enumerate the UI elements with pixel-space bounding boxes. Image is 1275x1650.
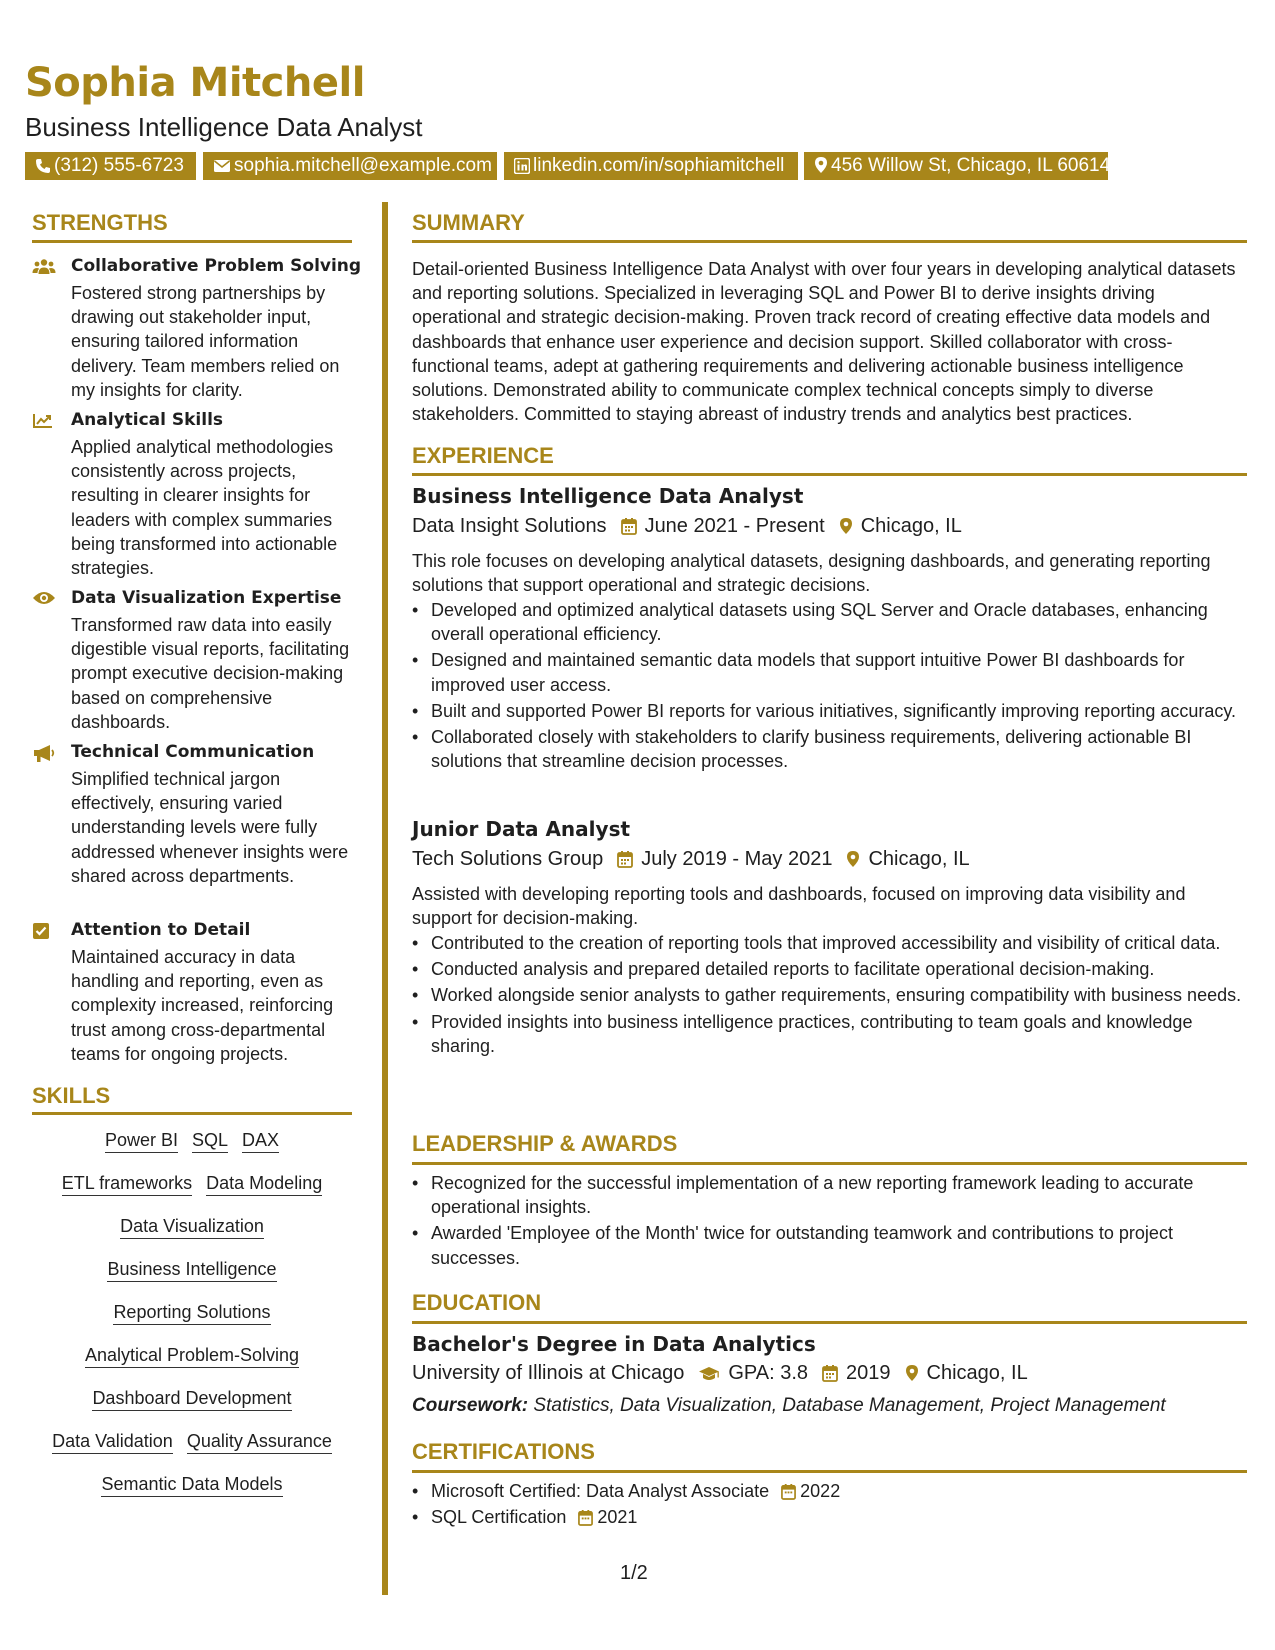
calendar-icon [822,1364,838,1382]
skills-rule [32,1112,352,1115]
map-pin-icon [846,850,860,868]
education-location: Chicago, IL [926,1362,1028,1384]
strength-title: Data Visualization Expertise [71,588,342,608]
experience-heading: EXPERIENCE [412,443,554,468]
job-description: This role focuses on developing analytical datasets, designing dashboards, and generating reporting solutions that support operational and strategic decisions. [412,551,1211,596]
summary-heading: SUMMARY [412,210,525,235]
checkbox-icon [32,922,56,942]
job-bullets [412,598,1247,775]
experience-rule [412,473,1247,476]
graduation-year: 2019 [846,1362,891,1384]
list-item: • Developed and optimized analytical datasets using SQL Server and Oracle databases, enhancing overall operational efficiency. [412,598,1247,646]
education-heading: EDUCATION [412,1290,542,1315]
strength-description: Fostered strong partnerships by drawing out stakeholder input, ensuring tailored information delivery. Team members relied on my insights for clarity. [71,283,340,400]
skills-row [32,1172,352,1196]
envelope-icon [213,158,231,174]
skill-tag: SQL [192,1129,228,1153]
skill-tag: Dashboard Development [92,1387,291,1411]
strengths-rule [32,240,352,243]
skills-row [32,1473,352,1497]
contact-linkedin[interactable] [504,152,798,180]
map-pin-icon [814,156,828,174]
skill-tag: Reporting Solutions [113,1301,270,1325]
list-item: • Conducted analysis and prepared detailed reports to facilitate operational decision-making. [412,957,1247,981]
skill-tag: Analytical Problem-Solving [85,1344,299,1368]
list-item: • Designed and maintained semantic data models that support intuitive Power BI dashboards for improved user access. [412,648,1247,696]
candidate-name: Sophia Mitchell [25,60,365,106]
skills-heading: SKILLS [32,1083,111,1108]
strength-description: Transformed raw data into easily digestible visual reports, facilitating prompt executive decision-making based on comprehensive dashboards. [71,615,350,732]
skill-tag: Power BI [105,1129,178,1153]
contact-address [804,152,1111,180]
strength-title: Analytical Skills [71,410,224,430]
strength-description: Applied analytical methodologies consistently across projects, resulting in clearer insights for leaders with complex summaries being transformed into actionable strategies. [71,437,338,579]
certification-item [412,1479,1247,1503]
leadership-rule [412,1162,1247,1165]
email-text: sophia.mitchell@example.com [234,155,492,176]
coursework-text: Statistics, Data Visualization, Database Management, Project Management [533,1395,1166,1416]
list-item: • Built and supported Power BI reports for various initiatives, significantly improving reporting accuracy. [412,699,1247,723]
certifications-rule [412,1470,1247,1473]
job-bullets [412,931,1247,1060]
page-number: 1/2 [620,1562,648,1584]
map-pin-icon [905,1364,919,1382]
summary-rule [412,240,1247,243]
school-name: University of Illinois at Chicago [412,1362,685,1384]
summary-text: Detail-oriented Business Intelligence Data Analyst with over four years in developing analytical datasets and reporting solutions. Specialized in leveraging SQL and Power BI to derive insights driving operational and strategic decision-making. Proven track record of creating effective data models and dashboards that enhance user experience and decision support. Skilled collaborator with cross-functional teams, adept at gathering requirements and delivering actionable business intelligence solutions. Demonstrated ability to communicate complex technical concepts simply to diverse stakeholders. Committed to staying abreast of industry trends and analytics best practices. [412,259,1236,425]
contact-phone[interactable] [25,152,196,180]
graduation-cap-icon [698,1366,720,1382]
strength-title: Attention to Detail [71,920,251,940]
job-title: Business Intelligence Data Analyst [412,484,804,508]
map-pin-icon [839,517,853,535]
coursework-label: Coursework: [412,1395,529,1416]
address-text: 456 Willow St, Chicago, IL 60614 [831,155,1111,176]
education-rule [412,1321,1247,1324]
strength-title: Collaborative Problem Solving [71,256,362,276]
skill-tag: Business Intelligence [107,1258,276,1282]
bullhorn-icon [32,744,56,764]
skills-row [32,1215,352,1239]
certification-name: SQL Certification [431,1507,567,1528]
linkedin-icon [514,158,530,174]
skills-row [32,1344,352,1368]
skill-tag: Data Modeling [206,1172,322,1196]
column-divider [382,202,388,1595]
phone-icon [35,158,51,174]
skill-tag: Data Validation [52,1430,173,1454]
certifications-heading: CERTIFICATIONS [412,1439,595,1464]
leadership-heading: LEADERSHIP & AWARDS [412,1131,678,1156]
skill-tag: Data Visualization [120,1215,264,1239]
job-dates: June 2021 - Present [644,515,825,537]
calendar-icon [781,1483,796,1500]
skill-tag: DAX [242,1129,279,1153]
job-dates: July 2019 - May 2021 [641,848,833,870]
certification-year: 2021 [597,1507,638,1528]
list-item: • Recognized for the successful implementation of a new reporting framework leading to accurate operational insights. [412,1171,1247,1219]
phone-text: (312) 555-6723 [54,155,184,176]
gpa: GPA: 3.8 [728,1362,809,1384]
certifications-list [412,1479,1247,1531]
list-item: • Awarded 'Employee of the Month' twice for outstanding teamwork and contributions to project successes. [412,1221,1247,1269]
list-item: • Provided insights into business intelligence practices, contributing to team goals and knowledge sharing. [412,1010,1247,1058]
job-location: Chicago, IL [868,848,970,870]
certification-year: 2022 [800,1481,841,1501]
job-company: Data Insight Solutions [412,515,607,537]
skills-row [32,1129,352,1153]
skill-tag: ETL frameworks [62,1172,192,1196]
job-title: Junior Data Analyst [412,817,631,841]
leadership-bullets [412,1171,1247,1272]
degree-title: Bachelor's Degree in Data Analytics [412,1332,816,1356]
people-group-icon [32,258,56,278]
job-description: Assisted with developing reporting tools and dashboards, focused on improving data visibility and support for decision-making. [412,884,1186,929]
calendar-icon [617,850,633,868]
linkedin-text: linkedin.com/in/sophiamitchell [533,155,785,176]
list-item: • Contributed to the creation of reporting tools that improved accessibility and visibility of critical data. [412,931,1247,955]
skills-row [32,1387,352,1411]
job-meta [412,848,970,871]
chart-line-icon [32,412,56,432]
certification-name: Microsoft Certified: Data Analyst Associate [431,1481,770,1501]
skills-row [32,1258,352,1282]
strength-description: Maintained accuracy in data handling and reporting, even as complexity increased, reinforcing trust among cross-departmental teams for ongoing projects. [71,947,334,1064]
skill-tag: Quality Assurance [187,1430,332,1454]
education-meta [412,1362,1028,1385]
skill-tag: Semantic Data Models [101,1473,282,1497]
job-location: Chicago, IL [860,515,962,537]
job-company: Tech Solutions Group [412,848,604,870]
certification-item [412,1505,1247,1529]
coursework [412,1395,1166,1417]
calendar-icon [621,517,637,535]
strengths-heading: STRENGTHS [32,210,168,235]
skills-row [32,1301,352,1325]
strength-description: Simplified technical jargon effectively, ensuring varied understanding levels were fully addressed whenever insights were shared across departments. [71,769,349,886]
job-meta [412,515,962,538]
list-item: • Collaborated closely with stakeholders to clarify business requirements, delivering actionable BI solutions that streamline decision processes. [412,725,1247,773]
contact-email[interactable] [203,152,497,180]
strength-title: Technical Communication [71,742,315,762]
eye-icon [32,590,56,610]
list-item: • Worked alongside senior analysts to gather requirements, ensuring compatibility with business needs. [412,983,1247,1007]
candidate-title: Business Intelligence Data Analyst [25,112,423,142]
calendar-icon [578,1509,593,1526]
skills-row [32,1430,352,1454]
